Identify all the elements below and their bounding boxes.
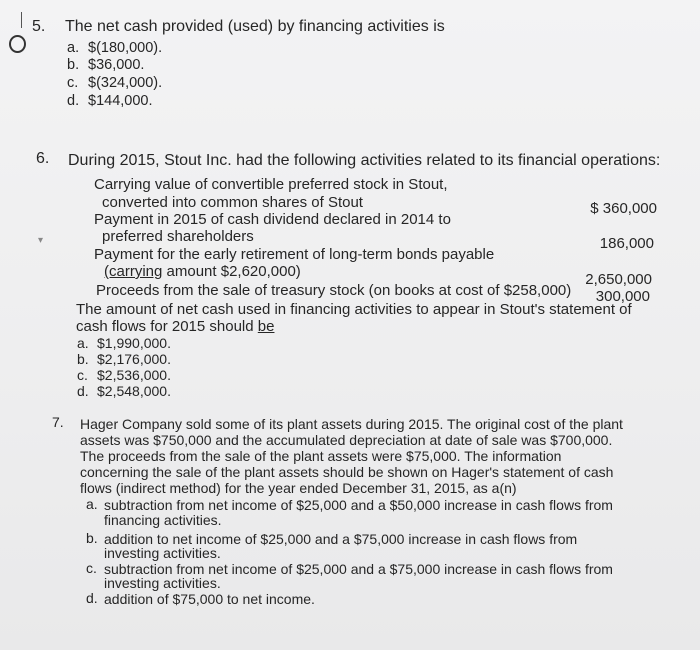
q7-line4: concerning the sale of the plant assets should be shown on Hager's statement of cash: [80, 464, 614, 480]
q6-item2-line1: Payment in 2015 of cash dividend declared in 2014 to: [94, 211, 451, 228]
q5-option-c: $(324,000).: [88, 75, 163, 91]
q6-option-c: $2,536,000.: [97, 367, 171, 383]
q7-option-c-line1: subtraction from net income of $25,000 and a $75,000 increase in cash flows from: [104, 561, 613, 577]
q6-option-d: $2,548,000.: [97, 383, 171, 399]
q6-item3-line1: Payment for the early retirement of long-term bonds payable: [94, 246, 495, 263]
q7-line1: Hager Company sold some of its plant assets during 2015. The original cost of the plant: [80, 416, 623, 432]
q6-number: 6.: [36, 150, 50, 167]
q5-option-d: $144,000.: [88, 93, 153, 109]
q7-option-b-letter: b.: [86, 530, 98, 546]
q6-question-be: be: [257, 318, 275, 335]
q6-item3-amount: 2,650,000: [585, 271, 652, 288]
q7-option-a-line1: subtraction from net income of $25,000 and a $50,000 increase in cash flows from: [104, 497, 613, 513]
q5-question: The net cash provided (used) by financing activities is: [65, 18, 445, 35]
q6-item3-carrying: (carrying: [104, 263, 163, 280]
q7-line2: assets was $750,000 and the accumulated depreciation at date of sale was $700,000.: [80, 432, 613, 448]
q7-line5: flows (indirect method) for the year ended December 31, 2015, as a(n): [80, 480, 517, 496]
q7-option-d-letter: d.: [86, 590, 98, 606]
q7-option-b-line2: investing activities.: [104, 545, 221, 561]
q6-item4-amount: 300,000: [595, 288, 650, 305]
q7-option-d-line1: addition of $75,000 to net income.: [104, 591, 315, 607]
q6-option-b-letter: b.: [77, 351, 89, 367]
q6-option-c-letter: c.: [77, 367, 88, 383]
q7-option-b-line1: addition to net income of $25,000 and a $75,000 increase in cash flows from: [104, 531, 578, 547]
q6-item1-line1: Carrying value of convertible preferred stock in Stout,: [94, 176, 448, 193]
q6-item3-line2: [104, 263, 301, 280]
q5-option-d-letter: d.: [67, 93, 80, 109]
q7-option-a-letter: a.: [86, 496, 98, 512]
q6-item1-amount: $ 360,000: [590, 200, 657, 217]
q7-line3: The proceeds from the sale of the plant assets were $75,000. The information: [80, 448, 562, 464]
q7-option-c-letter: c.: [86, 560, 97, 576]
q5-option-b-letter: b.: [67, 57, 80, 73]
q6-item2-line2: preferred shareholders: [102, 228, 254, 245]
q6-option-d-letter: d.: [77, 383, 89, 399]
q6-question-line2: [76, 318, 274, 335]
q6-question-text: cash flows for 2015 should: [76, 318, 258, 335]
q6-item3-amount-note: amount $2,620,000): [162, 263, 301, 280]
q6-item1-line2: converted into common shares of Stout: [102, 194, 363, 211]
q7-option-c-line2: investing activities.: [104, 575, 221, 591]
pencil-dot-mark: ▾: [38, 235, 44, 246]
q6-intro: During 2015, Stout Inc. had the following activities related to its financial operations:: [68, 152, 661, 169]
q7-option-a-line2: financing activities.: [104, 512, 222, 528]
q5-option-a: $(180,000).: [88, 40, 163, 56]
q5-option-b: $36,000.: [88, 57, 145, 73]
q6-question-line1: The amount of net cash used in financing activities to appear in Stout's statement of: [76, 301, 632, 318]
q6-item2-amount: 186,000: [599, 235, 654, 252]
q6-option-a: $1,990,000.: [97, 335, 171, 351]
q5-option-a-letter: a.: [67, 40, 80, 56]
q6-option-b: $2,176,000.: [97, 351, 171, 367]
q5-option-c-letter: c.: [67, 75, 79, 91]
pencil-circle-mark: [9, 35, 26, 53]
q6-option-a-letter: a.: [77, 335, 89, 351]
q6-item4-line1: Proceeds from the sale of treasury stock (on books at cost of $258,000): [96, 282, 572, 299]
pencil-tick-mark: [21, 12, 22, 28]
q5-number: 5.: [32, 18, 46, 35]
q7-number: 7.: [52, 414, 64, 430]
